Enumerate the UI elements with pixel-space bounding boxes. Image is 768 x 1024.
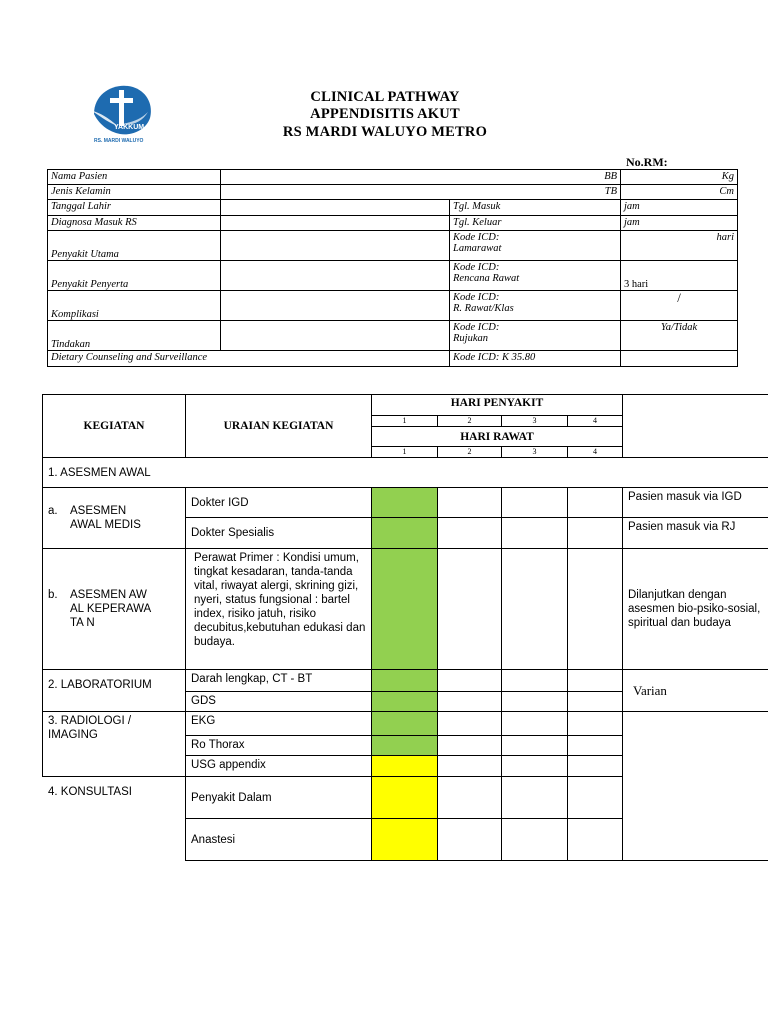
day1-yellow-cell	[372, 777, 438, 819]
hari-label: hari	[621, 231, 738, 261]
tindakan-label: Tindakan	[48, 321, 221, 351]
day-cell	[438, 777, 502, 819]
day-cell	[438, 549, 502, 670]
jam-masuk-label: jam	[621, 200, 738, 216]
penyakit-penyerta-label: Penyakit Penyerta	[48, 261, 221, 291]
day-cell	[502, 736, 568, 756]
asesmen-awal-medis-cell	[43, 488, 186, 549]
note-empty	[623, 712, 768, 861]
tanggal-lahir-value	[221, 200, 450, 216]
kode-icd-klas	[450, 291, 621, 321]
jenis-kelamin-label: Jenis Kelamin	[48, 185, 221, 200]
kode-icd-label: Kode ICD:	[453, 232, 500, 243]
komplikasi-value	[221, 291, 450, 321]
title-line-3: RS MARDI WALUYO METRO	[282, 124, 488, 140]
logo-text-top: YAKKUM	[114, 124, 145, 131]
day-number: 4	[568, 447, 623, 458]
tb-label: TB	[221, 185, 621, 200]
asesmen-awal-keperawatan-cell	[43, 549, 186, 670]
day-cell	[502, 518, 568, 549]
section-laboratorium: 2. LABORATORIUM	[43, 670, 186, 712]
day-number: 4	[568, 416, 623, 427]
dokter-spesialis: Dokter Spesialis	[186, 518, 372, 549]
darah-lengkap: Darah lengkap, CT - BT	[186, 670, 372, 692]
day-number: 3	[502, 447, 568, 458]
title-line-1: CLINICAL PATHWAY	[310, 89, 460, 105]
penyakit-utama-value	[221, 231, 450, 261]
day-cell	[502, 819, 568, 861]
komplikasi-label: Komplikasi	[48, 291, 221, 321]
dietary-value	[621, 351, 738, 367]
day1-green-cell	[372, 670, 438, 692]
header-kegiatan: KEGIATAN	[43, 395, 186, 458]
logo-text-bottom: RS. MARDI WALUYO	[94, 138, 144, 144]
kode-icd-lamarawat	[450, 231, 621, 261]
sub-letter-a: a.	[48, 505, 58, 517]
diagnosa-label: Diagnosa Masuk RS	[48, 216, 221, 231]
hospital-logo	[88, 80, 154, 148]
ya-tidak-label: Ya/Tidak	[621, 321, 738, 351]
ro-thorax: Ro Thorax	[186, 736, 372, 756]
day-number: 2	[438, 447, 502, 458]
dokter-igd: Dokter IGD	[186, 488, 372, 518]
day-cell	[568, 670, 623, 692]
day-number: 2	[438, 416, 502, 427]
day-cell	[502, 549, 568, 670]
kode-icd-dietary: Kode ICD: K 35.80	[450, 351, 621, 367]
tanggal-lahir-label: Tanggal Lahir	[48, 200, 221, 216]
day1-green-cell	[372, 736, 438, 756]
sub-letter-b: b.	[48, 589, 58, 601]
varian-label: Varian	[623, 670, 768, 712]
anastesi: Anastesi	[186, 819, 372, 861]
bb-label: BB	[221, 170, 621, 185]
penyakit-penyerta-value	[221, 261, 450, 291]
usg-appendix: USG appendix	[186, 756, 372, 777]
section-konsultasi: 4. KONSULTASI	[43, 777, 186, 861]
kode-icd-label: Kode ICD:	[453, 262, 500, 273]
day-cell	[438, 670, 502, 692]
kode-icd-rujukan	[450, 321, 621, 351]
asesmen-awal-medis-label: ASESMEN AWAL MEDIS	[70, 505, 141, 531]
tiga-hari-value: 3 hari	[621, 261, 738, 291]
ekg: EKG	[186, 712, 372, 736]
day-cell	[568, 756, 623, 777]
kode-icd-label: Kode ICD:	[453, 292, 500, 303]
no-rm-label: No.RM:	[626, 155, 668, 169]
tindakan-value	[221, 321, 450, 351]
title-line-2: APPENDISITIS AKUT	[310, 106, 460, 122]
day-cell	[502, 670, 568, 692]
rujukan-label: Rujukan	[453, 333, 488, 344]
day-cell	[438, 756, 502, 777]
diagnosa-value	[221, 216, 450, 231]
day-cell	[568, 549, 623, 670]
day1-yellow-cell	[372, 819, 438, 861]
kg-label: Kg	[621, 170, 738, 185]
section-radiologi: 3. RADIOLOGI / IMAGING	[43, 712, 186, 777]
day-cell	[502, 712, 568, 736]
day1-yellow-cell	[372, 756, 438, 777]
day-cell	[568, 736, 623, 756]
cm-label: Cm	[621, 185, 738, 200]
day-cell	[438, 488, 502, 518]
perawat-primer: Perawat Primer : Kondisi umum, tingkat kesadaran, tanda-tanda vital, riwayat alergi, skrining gizi, nyeri, status fungsional : bartel index, risiko jatuh, risiko decubitus,kebutuhan edukasi dan budaya.	[186, 549, 372, 670]
note-perawat: Dilanjutkan dengan asesmen bio-psiko-sosial, spiritual dan budaya	[623, 549, 768, 670]
dietary-label: Dietary Counseling and Surveillance	[48, 351, 450, 367]
kode-icd-rencana	[450, 261, 621, 291]
day-cell	[568, 518, 623, 549]
gds: GDS	[186, 692, 372, 712]
kode-icd-label: Kode ICD:	[453, 322, 500, 333]
header-hari-penyakit: HARI PENYAKIT	[372, 395, 623, 416]
day-cell	[568, 712, 623, 736]
day1-green-cell	[372, 712, 438, 736]
day-cell	[438, 819, 502, 861]
day-cell	[438, 692, 502, 712]
day-cell	[568, 777, 623, 819]
day-cell	[568, 692, 623, 712]
rawat-klas-label: R. Rawat/Klas	[453, 303, 514, 314]
asesmen-awal-keperawatan-label: ASESMEN AWAL KEPERAWATA N	[70, 589, 152, 629]
header-uraian: URAIAN KEGIATAN	[186, 395, 372, 458]
day1-green-cell	[372, 549, 438, 670]
tgl-masuk-label: Tgl. Masuk	[450, 200, 621, 216]
day-cell	[438, 736, 502, 756]
day-cell	[568, 488, 623, 518]
note-rj: Pasien masuk via RJ	[623, 518, 768, 549]
day1-green-cell	[372, 692, 438, 712]
rawat-klas-slash: /	[621, 291, 738, 321]
patient-info-table	[47, 169, 738, 367]
day-cell	[438, 712, 502, 736]
header-notes	[623, 395, 768, 458]
day1-green-cell	[372, 518, 438, 549]
nama-pasien-label: Nama Pasien	[48, 170, 221, 185]
tgl-keluar-label: Tgl. Keluar	[450, 216, 621, 231]
day-cell	[502, 777, 568, 819]
day-cell	[438, 518, 502, 549]
day-number: 3	[502, 416, 568, 427]
rencana-rawat-label: Rencana Rawat	[453, 273, 520, 284]
section-asesmen-awal: 1. ASESMEN AWAL	[43, 458, 768, 488]
day-cell	[502, 692, 568, 712]
day-cell	[568, 819, 623, 861]
activity-table	[42, 394, 768, 861]
lamarawat-label: Lamarawat	[453, 243, 502, 254]
jam-keluar-label: jam	[621, 216, 738, 231]
day1-green-cell	[372, 488, 438, 518]
day-cell	[502, 488, 568, 518]
day-cell	[502, 756, 568, 777]
day-number: 1	[372, 416, 438, 427]
day-number: 1	[372, 447, 438, 458]
header-hari-rawat: HARI RAWAT	[372, 427, 623, 447]
penyakit-dalam: Penyakit Dalam	[186, 777, 372, 819]
note-igd: Pasien masuk via IGD	[623, 488, 768, 518]
penyakit-utama-label: Penyakit Utama	[48, 231, 221, 261]
